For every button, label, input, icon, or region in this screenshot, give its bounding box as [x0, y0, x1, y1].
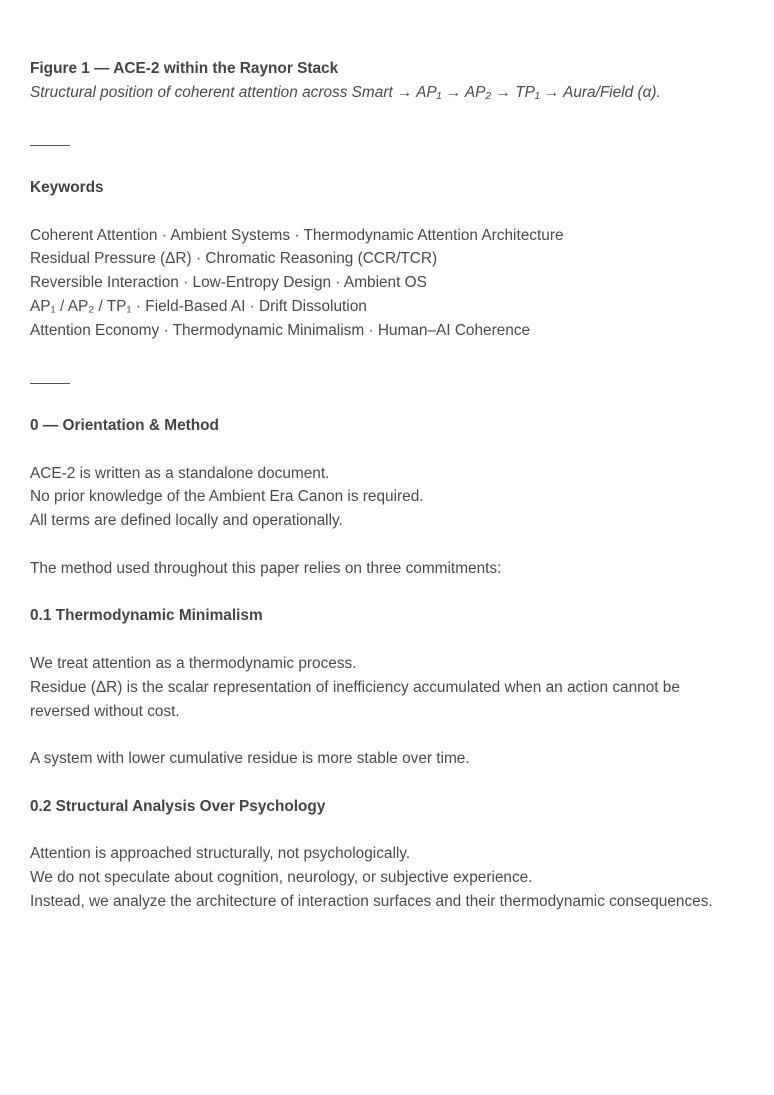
paragraph-line: Residue (ΔR) is the scalar representation of inefficiency accumulated when an action cannot be reversed without cost. [30, 678, 680, 720]
keyword-line: Coherent Attention · Ambient Systems · Thermodynamic Attention Architecture [30, 226, 564, 244]
spacer [30, 105, 744, 129]
spacer [30, 819, 744, 843]
keywords-heading: Keywords [30, 178, 104, 196]
spacer [30, 390, 744, 414]
paragraph-line: The method used throughout this paper relies on three commitments: [30, 559, 502, 577]
spacer [30, 628, 744, 652]
spacer [30, 438, 744, 462]
paragraph-line: We treat attention as a thermodynamic process. [30, 654, 357, 672]
section-heading: 0 — Orientation & Method [30, 416, 219, 434]
subsection-heading: 0.2 Structural Analysis Over Psychology [30, 797, 326, 815]
subsection-heading: 0.1 Thermodynamic Minimalism [30, 607, 263, 625]
spacer [30, 200, 744, 224]
paragraph-line: All terms are defined locally and operationally. [30, 512, 343, 530]
keyword-line: AP₁ / AP₂ / TP₁ · Field-Based AI · Drift Dissolution [30, 297, 367, 315]
spacer [30, 581, 744, 605]
spacer [30, 723, 744, 747]
figure-caption: Structural position of coherent attention across Smart → AP₁ → AP₂ → TP₁ → Aura/Field (α). [30, 83, 661, 101]
spacer [30, 771, 744, 795]
section-divider [30, 128, 744, 152]
spacer [30, 152, 744, 176]
keyword-line: Residual Pressure (ΔR) · Chromatic Reasoning (CCR/TCR) [30, 250, 438, 268]
paragraph-line: ACE-2 is written as a standalone document. [30, 464, 330, 482]
paragraph-line: No prior knowledge of the Ambient Era Canon is required. [30, 488, 424, 506]
section-divider [30, 366, 744, 390]
keyword-line: Attention Economy · Thermodynamic Minimalism · Human–AI Coherence [30, 321, 531, 339]
paragraph-line: A system with lower cumulative residue is more stable over time. [30, 750, 470, 768]
paragraph-line: Attention is approached structurally, not psychologically. [30, 845, 411, 863]
figure-title: Figure 1 — ACE-2 within the Raynor Stack [30, 60, 339, 77]
keyword-line: Reversible Interaction · Low-Entropy Design · Ambient OS [30, 274, 427, 292]
paragraph-line: Instead, we analyze the architecture of interaction surfaces and their thermodynamic consequences. [30, 892, 713, 910]
paragraph-line: We do not speculate about cognition, neurology, or subjective experience. [30, 869, 533, 887]
spacer [30, 343, 744, 367]
spacer [30, 533, 744, 557]
